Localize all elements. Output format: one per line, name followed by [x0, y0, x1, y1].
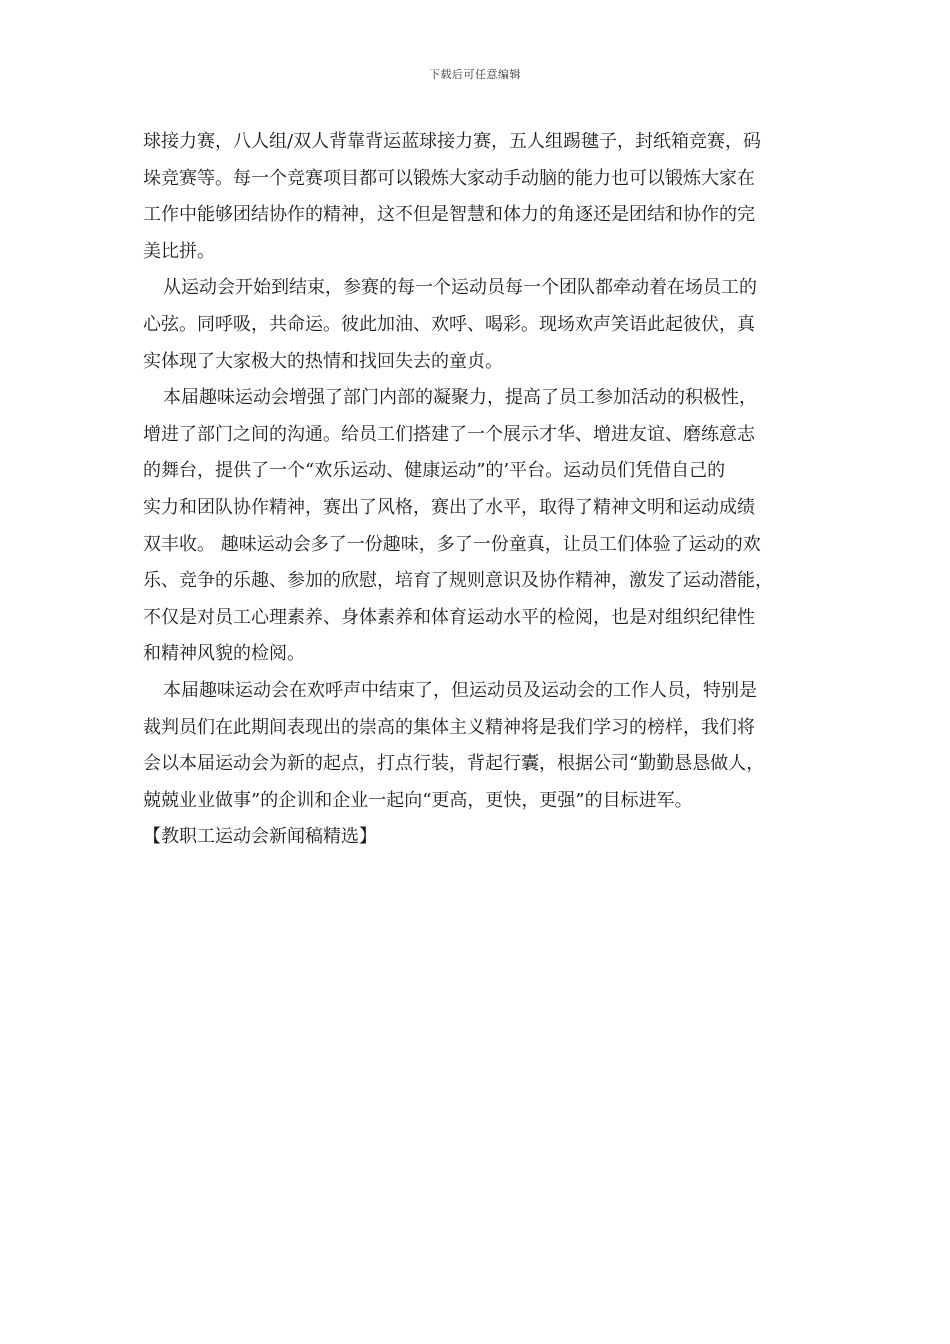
text-line: 本届趣味运动会在欢呼声中结束了，但运动员及运动会的工作人员，特别是: [163, 679, 757, 701]
text-line: 的舞台，提供了一个“欢乐运动、健康运动”的’平台。运动员们凭借自己的: [143, 460, 726, 482]
document-body: [143, 124, 813, 856]
text-line: 垛竞赛等。每一个竞赛项目都可以锻炼大家动手动脑的能力也可以锻炼大家在: [143, 167, 755, 189]
text-line: 双丰收。 趣味运动会多了一份趣味，多了一份童真，让员工们体验了运动的欢: [143, 533, 761, 555]
paragraph-1: [143, 124, 813, 270]
text-line: 美比拼。: [143, 240, 215, 262]
page-header: 下载后可任意编辑: [429, 68, 521, 81]
paragraph-4: [143, 673, 813, 819]
text-line: 兢兢业业做事”的企训和企业一起向“更高，更快，更强”的目标进军。: [143, 789, 693, 811]
text-line: 工作中能够团结协作的精神，这不但是智慧和体力的角逐还是团结和协作的完: [143, 204, 755, 226]
text-line: 本届趣味运动会增强了部门内部的凝聚力，提高了员工参加活动的积极性，: [163, 387, 757, 409]
text-line: 球接力赛，八人组/双人背靠背运蓝球接力赛，五人组踢毽子，封纸箱竞赛，码: [143, 131, 762, 152]
text-line: 不仅是对员工心理素养、身体素养和体育运动水平的检阅，也是对组织纪律性: [143, 606, 755, 628]
text-line: 实力和团队协作精神，赛出了风格，赛出了水平，取得了精神文明和运动成绩: [143, 496, 755, 518]
text-line: 裁判员们在此期间表现出的崇高的集体主义精神将是我们学习的榜样，我们将: [143, 716, 755, 738]
text-line: 增进了部门之间的沟通。给员工们搭建了一个展示才华、增进友谊、磨练意志: [143, 423, 755, 445]
paragraph-2: [143, 270, 813, 380]
paragraph-3: [143, 380, 813, 673]
text-line: 心弦。同呼吸，共命运。彼此加油、欢呼、喝彩。现场欢声笑语此起彼伏，真: [143, 313, 755, 335]
section-heading: 【教职工运动会新闻稿精选】: [143, 826, 377, 848]
text-line: 和精神风貌的检阅。: [143, 643, 305, 665]
text-line: 实体现了大家极大的热情和找回失去的童贞。: [143, 350, 503, 372]
paragraph-5: [143, 819, 813, 856]
text-line: 乐、竞争的乐趣、参加的欣慰，培育了规则意识及协作精神，激发了运动潜能，: [143, 570, 773, 592]
text-line: 会以本届运动会为新的起点，打点行装，背起行囊，根据公司“勤勤恳恳做人，: [143, 753, 765, 775]
text-line: 从运动会开始到结束，参赛的每一个运动员每一个团队都牵动着在场员工的: [163, 277, 757, 299]
